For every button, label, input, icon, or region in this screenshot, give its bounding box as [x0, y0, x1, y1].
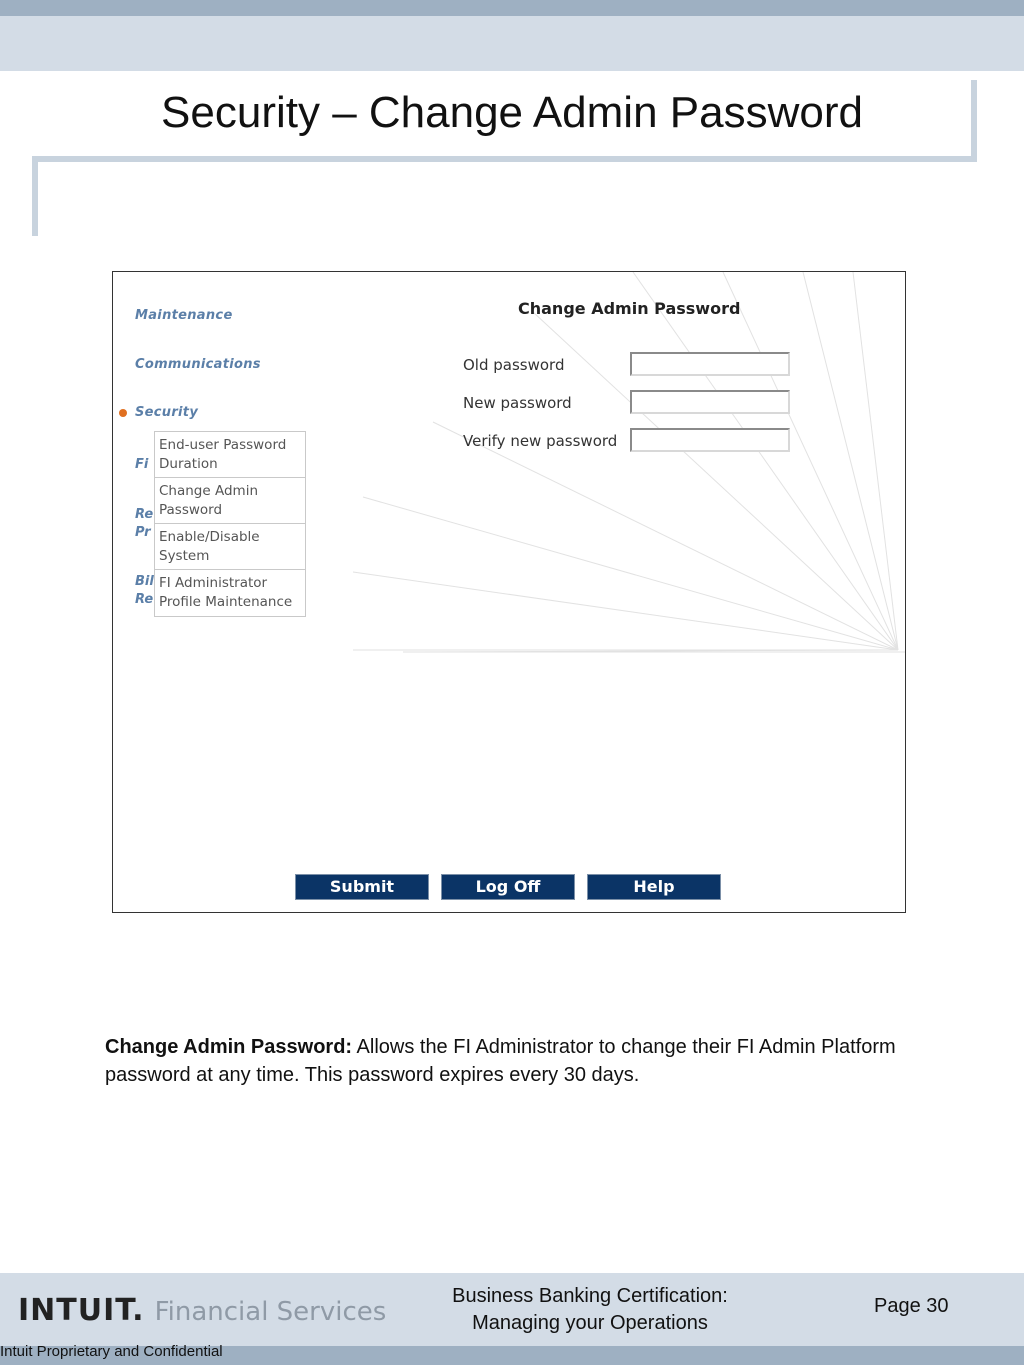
submenu-end-user-password-duration[interactable]: End-user Password Duration [155, 432, 305, 478]
new-password-label: New password [463, 394, 572, 412]
nav-maintenance[interactable]: Maintenance [135, 308, 233, 323]
logo-suffix: Financial Services [154, 1297, 387, 1327]
nav-partial-item: Fi [135, 457, 149, 472]
submenu-enable-disable-system[interactable]: Enable/Disable System [155, 524, 305, 570]
description-text: Allows the FI Administrator to change their FI Admin Platform password at any time. This password expires every 30 days. [105, 1036, 896, 1086]
intuit-logo [18, 1293, 386, 1333]
nav-partial-item: Bil [135, 574, 154, 589]
new-password-input[interactable] [630, 390, 790, 414]
nav-communications[interactable]: Communications [135, 357, 261, 372]
submit-button[interactable]: Submit [295, 874, 429, 900]
course-title [390, 1283, 790, 1337]
description [105, 1033, 905, 1089]
old-password-label: Old password [463, 356, 565, 374]
submenu-change-admin-password[interactable]: Change Admin Password [155, 478, 305, 524]
verify-password-label: Verify new password [463, 432, 618, 450]
nav-partial-item: Re [135, 592, 154, 607]
nav-partial-item: Re [135, 507, 154, 522]
course-line-1: Business Banking Certification: [452, 1285, 728, 1307]
security-submenu [154, 431, 306, 617]
log-off-button[interactable]: Log Off [441, 874, 575, 900]
help-button[interactable]: Help [587, 874, 721, 900]
course-line-2: Managing your Operations [472, 1312, 708, 1334]
nav-security[interactable]: Security [135, 405, 199, 420]
page-number: Page 30 [874, 1295, 949, 1317]
verify-password-input[interactable] [630, 428, 790, 452]
old-password-input[interactable] [630, 352, 790, 376]
title-frame-bottom [32, 156, 977, 162]
form-title: Change Admin Password [518, 299, 741, 318]
nav-partial-item: Pr [135, 525, 151, 540]
description-term: Change Admin Password: [105, 1036, 353, 1058]
screenshot-panel [112, 271, 906, 913]
top-band-dark [0, 0, 1024, 16]
active-bullet-icon [119, 409, 127, 417]
submenu-fi-admin-profile-maintenance[interactable]: FI Administrator Profile Maintenance [159, 575, 293, 610]
slide-title: Security – Change Admin Password [161, 88, 863, 137]
confidential-notice: Intuit Proprietary and Confidential [0, 1343, 223, 1360]
title-frame-left [32, 162, 38, 236]
logo-word: INTUIT. [18, 1293, 145, 1328]
top-band-light [0, 16, 1024, 71]
